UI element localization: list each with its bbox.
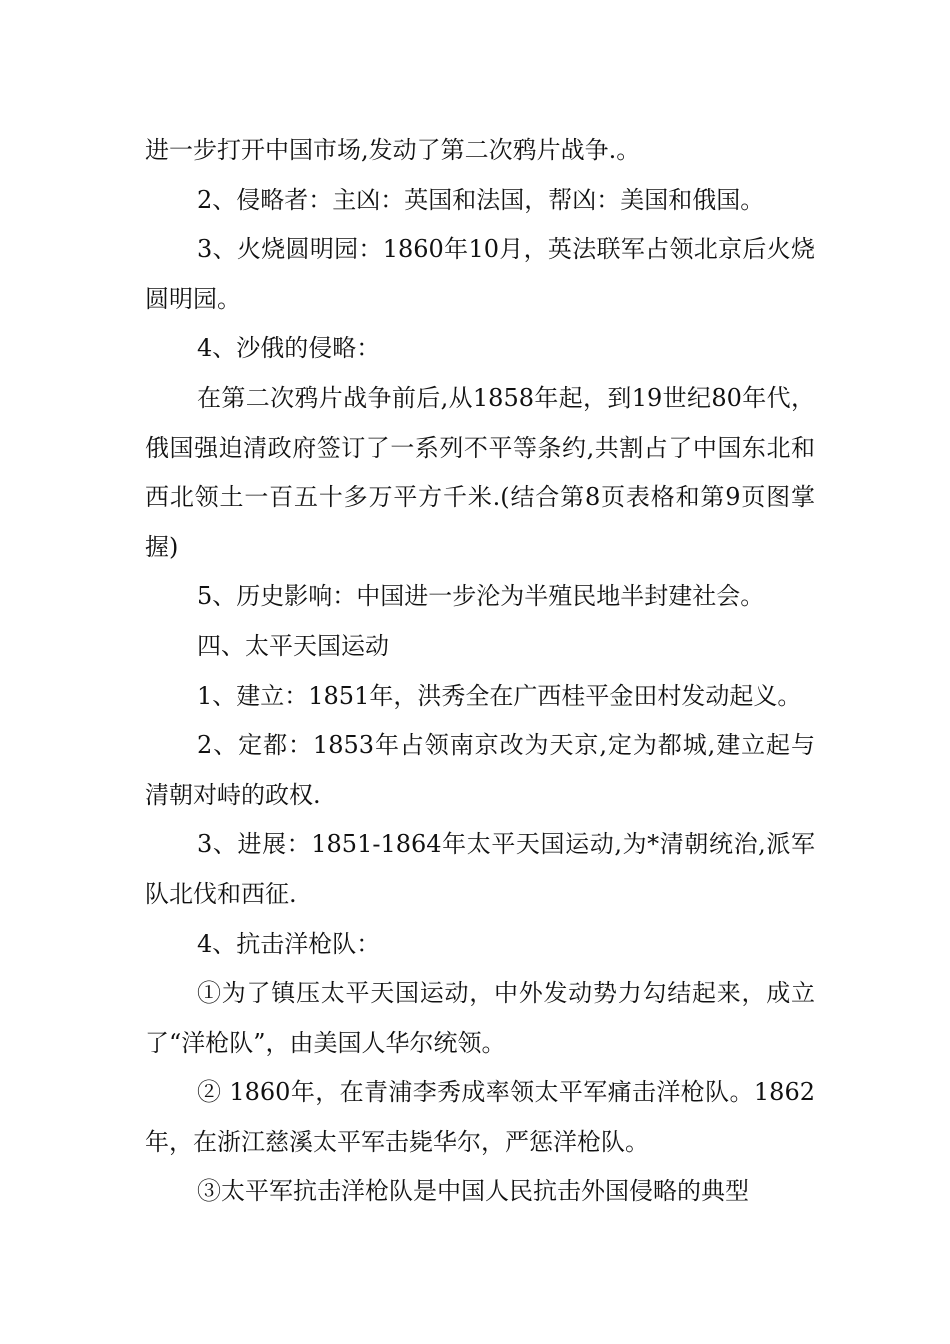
paragraph-capital: 2、定都：1853年占领南京改为天京,定为都城,建立起与清朝对峙的政权. <box>145 731 815 809</box>
paragraph-russia-heading: 4、沙俄的侵略： <box>197 334 381 363</box>
paragraph-historical-impact: 5、历史影响：中国进一步沦为半殖民地半封建社会。 <box>197 582 765 611</box>
paragraph-establishment: 1、建立：1851年，洪秀全在广西桂平金田村发动起义。 <box>197 681 802 710</box>
paragraph-progress: 3、进展：1851-1864年太平天国运动,为*清朝统治,派军队北伐和西征. <box>145 830 815 908</box>
paragraph-aggressors: 2、侵略者：主凶：英国和法国，帮凶：美国和俄国。 <box>197 185 765 214</box>
paragraph-point-1: ①为了镇压太平天国运动，中外发动势力勾结起来，成立了“洋枪队”，由美国人华尔统领。 <box>145 979 815 1057</box>
paragraph-continuation: 进一步打开中国市场,发动了第二次鸦片战争.。 <box>145 136 641 164</box>
paragraph-yuanmingyuan: 3、火烧圆明园：1860年10月，英法联军占领北京后火烧圆明园。 <box>145 235 815 313</box>
paragraph-russia-detail: 在第二次鸦片战争前后,从1858年起，到19世纪80年代，俄国强迫清政府签订了一系列不平等条约,共割占了中国东北和西北领土一百五十多万平方千米.(结合第8页表格和第9页图掌握) <box>145 383 815 561</box>
document-body <box>145 126 815 1217</box>
paragraph-point-3: ③太平军抗击洋枪队是中国人民抗击外国侵略的典型 <box>197 1177 749 1206</box>
paragraph-ever-victorious-army-heading: 4、抗击洋枪队： <box>197 929 381 958</box>
paragraph-point-2: ② 1860年，在青浦李秀成率领太平军痛击洋枪队。1862年，在浙江慈溪太平军击毙华尔，严惩洋枪队。 <box>145 1078 815 1156</box>
section-heading-taiping: 四、太平天国运动 <box>197 631 389 660</box>
